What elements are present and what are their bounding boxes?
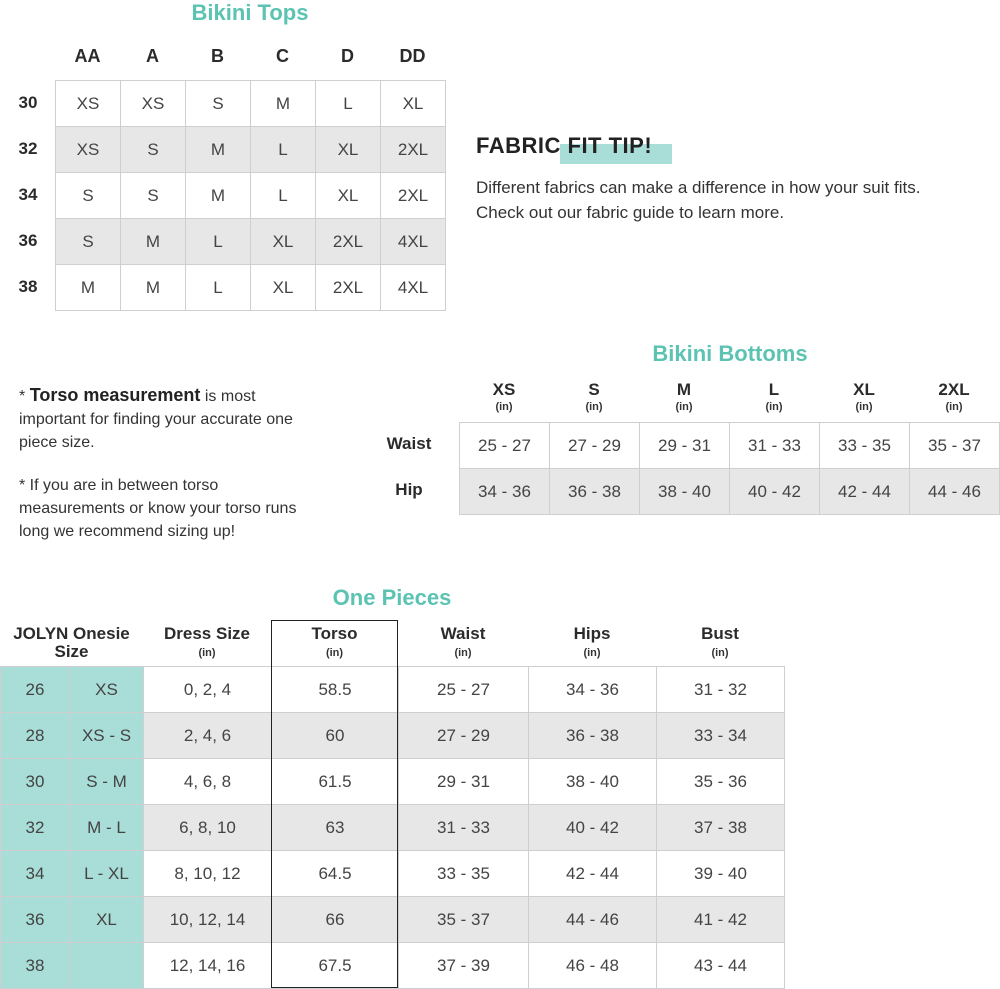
bust-cell: 35 - 36 — [656, 758, 785, 805]
bust-header-label: Bust — [701, 624, 739, 643]
one-pieces-title: One Pieces — [332, 585, 452, 610]
measurement-cell: 36 - 38 — [549, 468, 640, 515]
cup-header: C — [276, 46, 289, 66]
size-cell: XS - S — [69, 712, 144, 759]
measurement-cell: 35 - 37 — [909, 422, 1000, 469]
bottom-size-label: 2XL — [938, 380, 970, 399]
unit-label: (in) — [945, 401, 963, 413]
measurement-label: Hip — [395, 480, 423, 499]
onesie-header-label: JOLYN Onesie Size — [13, 624, 130, 661]
torso-cell: 63 — [271, 804, 399, 851]
num-cell: 36 — [0, 896, 70, 943]
unit-label: (in) — [495, 401, 513, 413]
measurement-cell: 27 - 29 — [549, 422, 640, 469]
size-cell: M — [185, 172, 251, 219]
bottom-size-label: S — [588, 380, 600, 399]
torso-note-bold: Torso measurement — [29, 385, 201, 405]
measurement-cell: 33 - 35 — [819, 422, 910, 469]
size-cell: M — [250, 80, 316, 127]
measurement-label: Waist — [386, 434, 432, 453]
bottom-size-label: XL — [853, 380, 875, 399]
dress-cell: 12, 14, 16 — [143, 942, 272, 989]
size-cell: XL — [250, 218, 316, 265]
fabric-tip-heading: FABRIC FIT TIP! — [476, 133, 653, 158]
size-cell: XS — [120, 80, 186, 127]
unit-label: (in) — [198, 647, 216, 659]
band-label: 38 — [18, 277, 38, 296]
dress-cell: 6, 8, 10 — [143, 804, 272, 851]
torso-cell: 64.5 — [271, 850, 399, 897]
size-cell: XL — [380, 80, 446, 127]
num-cell: 26 — [0, 666, 70, 713]
waist-header — [398, 625, 528, 662]
size-cell: M - L — [69, 804, 144, 851]
bottom-size-label: L — [768, 380, 780, 399]
bottom-size-label: XS — [492, 380, 516, 399]
torso-cell: 61.5 — [271, 758, 399, 805]
bikini-tops-title: Bikini Tops — [191, 0, 309, 25]
size-cell: S — [120, 172, 186, 219]
bust-header — [656, 625, 784, 662]
hips-header — [528, 625, 656, 662]
waist-cell: 27 - 29 — [398, 712, 529, 759]
bust-cell: 31 - 32 — [656, 666, 785, 713]
hips-cell: 34 - 36 — [528, 666, 657, 713]
between-sizes-note: * If you are in between torso measurements or know your torso runs long we recommend sizing up! — [19, 477, 297, 540]
torso-note-text: is most important for finding your accurate one piece size. — [19, 388, 293, 451]
size-cell: S — [55, 172, 121, 219]
bottom-size-header — [909, 380, 999, 413]
onesie-header — [0, 625, 143, 661]
size-cell: L — [250, 126, 316, 173]
unit-label: (in) — [765, 401, 783, 413]
dress-cell: 4, 6, 8 — [143, 758, 272, 805]
num-cell: 30 — [0, 758, 70, 805]
num-cell: 34 — [0, 850, 70, 897]
bottom-size-header — [639, 380, 729, 413]
hips-cell: 42 - 44 — [528, 850, 657, 897]
num-cell: 32 — [0, 804, 70, 851]
dress-cell: 0, 2, 4 — [143, 666, 272, 713]
num-cell: 28 — [0, 712, 70, 759]
band-label: 32 — [18, 139, 38, 158]
dress-cell: 8, 10, 12 — [143, 850, 272, 897]
dress-cell: 2, 4, 6 — [143, 712, 272, 759]
torso-cell: 66 — [271, 896, 399, 943]
bust-cell: 41 - 42 — [656, 896, 785, 943]
size-cell: L — [185, 218, 251, 265]
size-cell: M — [185, 126, 251, 173]
size-cell: XS — [69, 666, 144, 713]
bust-cell: 43 - 44 — [656, 942, 785, 989]
size-cell: XS — [55, 80, 121, 127]
bust-cell: 39 - 40 — [656, 850, 785, 897]
measurement-cell: 44 - 46 — [909, 468, 1000, 515]
dress-header-label: Dress Size — [164, 624, 250, 643]
hips-cell: 40 - 42 — [528, 804, 657, 851]
band-label: 30 — [18, 93, 38, 112]
measurement-cell: 40 - 42 — [729, 468, 820, 515]
size-cell: 4XL — [380, 218, 446, 265]
waist-header-label: Waist — [440, 624, 486, 643]
waist-cell: 31 - 33 — [398, 804, 529, 851]
bottom-size-header — [459, 380, 549, 413]
size-cell: S — [55, 218, 121, 265]
bottom-size-header — [819, 380, 909, 413]
cup-header: AA — [74, 46, 101, 66]
measurement-cell: 42 - 44 — [819, 468, 910, 515]
torso-cell: 67.5 — [271, 942, 399, 989]
hips-cell: 36 - 38 — [528, 712, 657, 759]
bikini-bottoms-title: Bikini Bottoms — [652, 341, 808, 366]
hips-cell: 46 - 48 — [528, 942, 657, 989]
torso-note-star: * — [19, 388, 26, 405]
waist-cell: 25 - 27 — [398, 666, 529, 713]
measurement-cell: 29 - 31 — [639, 422, 730, 469]
dress-header — [143, 625, 271, 662]
waist-cell: 35 - 37 — [398, 896, 529, 943]
hips-header-label: Hips — [573, 624, 611, 643]
torso-cell: 60 — [271, 712, 399, 759]
unit-label: (in) — [325, 647, 344, 659]
torso-header-label: Torso — [311, 624, 358, 643]
waist-cell: 29 - 31 — [398, 758, 529, 805]
unit-label: (in) — [855, 401, 873, 413]
size-cell: S — [120, 126, 186, 173]
size-cell: 2XL — [380, 126, 446, 173]
bottom-size-header — [729, 380, 819, 413]
unit-label: (in) — [711, 647, 729, 659]
measurement-cell: 31 - 33 — [729, 422, 820, 469]
torso-cell: 58.5 — [271, 666, 399, 713]
size-cell: M — [55, 264, 121, 311]
cup-header: DD — [399, 46, 426, 66]
size-cell: 2XL — [380, 172, 446, 219]
size-cell: M — [120, 264, 186, 311]
unit-label: (in) — [675, 401, 693, 413]
cup-header: B — [211, 46, 224, 66]
band-label: 34 — [18, 185, 38, 204]
size-cell — [69, 942, 144, 989]
dress-cell: 10, 12, 14 — [143, 896, 272, 943]
bottom-size-header — [549, 380, 639, 413]
size-cell: L — [315, 80, 381, 127]
size-cell: M — [120, 218, 186, 265]
num-cell: 38 — [0, 942, 70, 989]
unit-label: (in) — [583, 647, 601, 659]
hips-cell: 38 - 40 — [528, 758, 657, 805]
size-cell: L - XL — [69, 850, 144, 897]
cup-header: D — [341, 46, 354, 66]
torso-header — [271, 625, 398, 662]
size-cell: XL — [315, 172, 381, 219]
size-cell: S - M — [69, 758, 144, 805]
size-cell: XL — [250, 264, 316, 311]
size-cell: 2XL — [315, 264, 381, 311]
unit-label: (in) — [585, 401, 603, 413]
measurement-cell: 25 - 27 — [459, 422, 550, 469]
bust-cell: 37 - 38 — [656, 804, 785, 851]
measurement-cell: 38 - 40 — [639, 468, 730, 515]
torso-note — [19, 384, 319, 454]
fabric-tip-body: Different fabrics can make a difference in how your suit fits. Check out our fabric guide to learn more. — [476, 178, 921, 222]
size-cell: 2XL — [315, 218, 381, 265]
waist-cell: 33 - 35 — [398, 850, 529, 897]
hips-cell: 44 - 46 — [528, 896, 657, 943]
unit-label: (in) — [454, 647, 472, 659]
size-cell: 4XL — [380, 264, 446, 311]
size-cell: L — [250, 172, 316, 219]
size-cell: L — [185, 264, 251, 311]
size-cell: XL — [69, 896, 144, 943]
bottom-size-label: M — [676, 380, 692, 399]
measurement-cell: 34 - 36 — [459, 468, 550, 515]
cup-header: A — [146, 46, 159, 66]
size-cell: XS — [55, 126, 121, 173]
size-cell: S — [185, 80, 251, 127]
size-cell: XL — [315, 126, 381, 173]
band-label: 36 — [18, 231, 38, 250]
bust-cell: 33 - 34 — [656, 712, 785, 759]
waist-cell: 37 - 39 — [398, 942, 529, 989]
